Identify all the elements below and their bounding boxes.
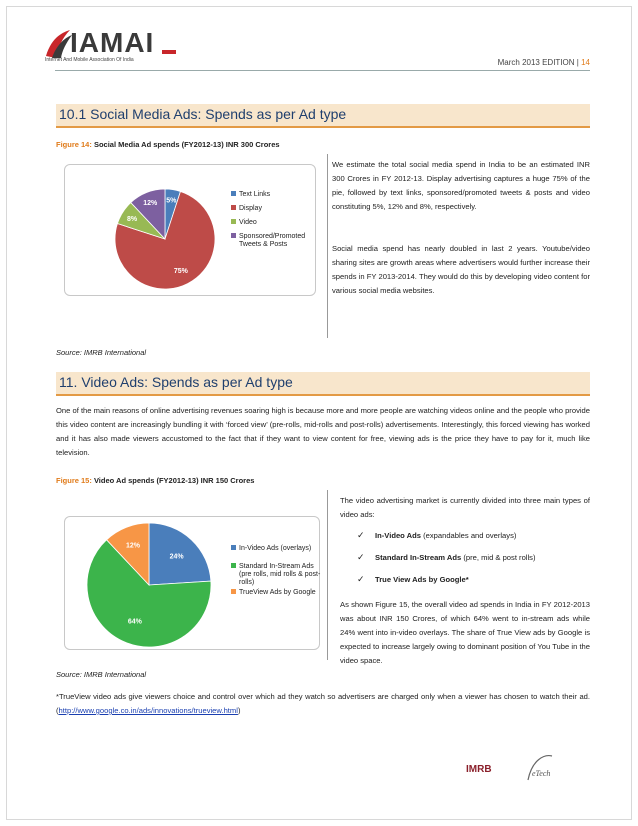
legend-swatch bbox=[231, 589, 236, 594]
edition-separator: | bbox=[576, 58, 579, 67]
pie-label: 12% bbox=[143, 199, 158, 207]
imrb-logo-icon: IMRB bbox=[466, 764, 492, 775]
social-paragraph-2: Social media spend has nearly doubled in last 2 years. Youtube/video sharing sites are growth areas where advertisers would further increase their spends in FY 2013-2014. They would do this by developing video content for various social media websites. bbox=[332, 244, 590, 295]
check-icon: ✓ bbox=[357, 574, 365, 584]
legend-label: Sponsored/Promoted bbox=[239, 233, 306, 240]
figure-15-caption bbox=[56, 476, 254, 485]
pie-label: 24% bbox=[169, 553, 184, 561]
video-intro-paragraph: One of the main reasons of online advertising revenues soaring high is because more and more people are watching videos online and the people who provide this video content are increasingly bundling it with ‘forced view’ (pre-rolls, mid-rolls and post-rolls) advertisements. Interestingly, this forced viewing has worked and it has also made viewers accustomed to the fact that if they want to view content for free, viewing ads is the price they have to pay for it, much like television. bbox=[56, 406, 590, 457]
section-heading-social bbox=[56, 104, 590, 128]
legend-label: Video bbox=[239, 219, 257, 226]
social-paragraph-1: We estimate the total social media spend in India to be an estimated INR 300 Crores in FY 2012-13. Display advertising captures a huge 75% of the pie, followed by text links, sponsored/promoted tweets & posts and video constituting 5%, 12% and 8%, respectively. bbox=[332, 160, 590, 211]
legend-label: Standard In-Stream Ads bbox=[239, 563, 314, 570]
legend-label: TrueView Ads by Google bbox=[239, 589, 316, 596]
svg-text:eTech: eTech bbox=[532, 769, 551, 778]
trueview-footnote: *TrueView video ads give viewers choice and control over which ad they watch so advertisers are charged only when a viewer has chosen to watch their ad. (http://www.google.co.in/ads/innovations/trueview.html) bbox=[56, 692, 590, 715]
legend-swatch bbox=[231, 219, 236, 224]
legend-label: Tweets & Posts bbox=[239, 241, 288, 248]
chart-panel-video bbox=[64, 516, 320, 650]
figure-title: Social Media Ad spends (FY2012-13) INR 300 Crores bbox=[93, 140, 280, 149]
logo-subtitle: Internet And Mobile Association Of India bbox=[45, 57, 134, 63]
logo-text: IAMAI bbox=[70, 27, 155, 58]
figure-title-rest: (FY2012-13) INR 150 Crores bbox=[156, 476, 255, 485]
footer-logos bbox=[450, 750, 590, 790]
edition-label bbox=[498, 58, 590, 67]
logo-bar bbox=[162, 50, 176, 54]
legend-swatch bbox=[231, 563, 236, 568]
social-media-pie-chart bbox=[65, 165, 317, 297]
legend-label: Text Links bbox=[239, 191, 271, 198]
legend-label: In-Video Ads (overlays) bbox=[239, 545, 312, 552]
source-video: Source: IMRB International bbox=[56, 670, 147, 679]
video-lead-text: The video advertising market is currently divided into three main types of video ads: bbox=[340, 496, 590, 519]
figure-number: Figure 14: bbox=[56, 140, 92, 149]
pie-label: 5% bbox=[166, 197, 177, 205]
legend-swatch bbox=[231, 545, 236, 550]
section-title: 10.1 Social Media Ads: Spends as per Ad type bbox=[59, 106, 347, 122]
legend-label: Display bbox=[239, 205, 262, 212]
section-title: 11. Video Ads: Spends as per Ad type bbox=[59, 374, 293, 390]
pie-label: 8% bbox=[127, 216, 138, 224]
section-heading-video bbox=[56, 372, 590, 396]
video-paragraph: As shown Figure 15, the overall video ad spends in India in FY 2012-2013 was about INR 150 Crores, of which 64% went to in-stream ads while 24% went into in-video overlays. The share of True View ads by Google is expected to increase largely owing to dominant position of You Tube in the video space. bbox=[340, 600, 590, 665]
source-social: Source: IMRB International bbox=[56, 348, 147, 357]
legend-swatch bbox=[231, 233, 236, 238]
pie-label: 75% bbox=[173, 268, 188, 276]
legend-swatch bbox=[231, 191, 236, 196]
pie-label: 64% bbox=[127, 618, 142, 626]
legend-swatch bbox=[231, 205, 236, 210]
trueview-link[interactable]: http://www.google.co.in/ads/innovations/trueview.html bbox=[58, 706, 238, 715]
edition-text: March 2013 EDITION bbox=[497, 58, 575, 67]
pie-label: 12% bbox=[126, 542, 141, 550]
figure-number: Figure 15: bbox=[56, 476, 92, 485]
legend-label: rolls) bbox=[239, 579, 255, 586]
page-number: 14 bbox=[581, 58, 590, 67]
figure-title-bold: Video Ad spends bbox=[93, 476, 155, 485]
video-ads-pie-chart bbox=[65, 517, 321, 651]
legend-label: (pre rolls, mid rolls & post- bbox=[239, 571, 321, 578]
header-divider bbox=[55, 70, 590, 71]
check-icon: ✓ bbox=[357, 530, 365, 540]
etech-logo-icon bbox=[520, 750, 560, 790]
check-icon: ✓ bbox=[357, 552, 365, 562]
figure-14-caption bbox=[56, 140, 280, 149]
chart-panel-social bbox=[64, 164, 316, 296]
